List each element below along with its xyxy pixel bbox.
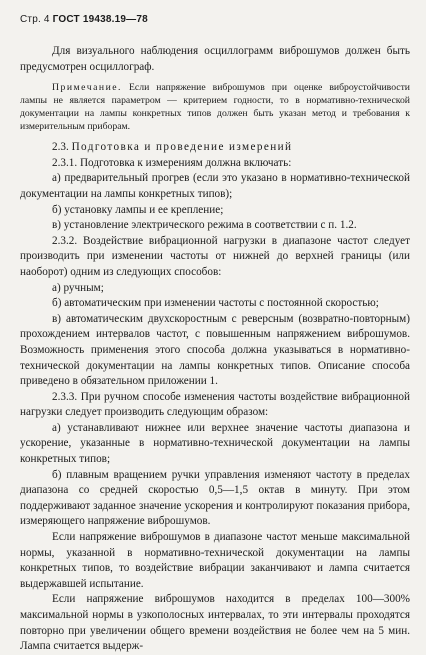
paragraph-2-3-1: 2.3.1. Подготовка к измерениям должна включать: [52,156,292,169]
paragraph-2-3-2: 2.3.2. Воздействие вибрационной нагрузки в диапазоне частот следует производить при изменении частоты от нижней до верхней границы (или наоборот) одним из следующих способов: [20,234,410,278]
paragraph-2-3-3: 2.3.3. При ручном способе изменения частоты воздействие вибрационной нагрузки следует производить следующим образом: [20,390,410,419]
intro-paragraph: Для визуального наблюдения осциллограмм виброшумов должен быть предусмотрен осциллограф. [20,45,410,73]
list-item-b: б) автоматическим при изменении частоты с постоянной скоростью; [52,297,379,310]
list-item-b: б) установку лампы и ее крепление; [52,203,224,216]
note-text: Если напряжение виброшумов при оценке виброустойчивости лампы не является параметром — критерием годности, то в нормативно-технической документации на лампы конкретных типов должен быть указан метод и требования к измерительным приборам. [20,82,410,133]
list-item-v: в) автоматическим двухскоростным с реверсным (возвратно-повторным) прохождением интервалов частот, с повышенным напряжением виброшумов. Возможность применения этого способа должна указываться в нормативно-технической документации на лампы конкретных типов. Описание способа приведено в обязательном приложении 1. [20,312,410,388]
list-item-b: б) плавным вращением ручки управления изменяют частоту в пределах диапазона со средней скоростью 0,5—1,5 октав в минуту. При этом поддерживают заданное значение ускорения и контролируют показания прибора, измеряющего напряжение виброшумов. [20,468,410,528]
page-header [20,14,148,25]
section-number: 2.3. [52,141,69,154]
body-paragraph: Если напряжение виброшумов находится в пределах 100—300% максимальной нормы в узкополосных интервалах, то эти интервалы проходятся повторно при увеличении общего времени воздействия не более чем на 5 мин. Лампа считается выдерж- [20,593,410,653]
body-paragraph: Если напряжение виброшумов в диапазоне частот меньше максимальной нормы, указанной в нормативно-технической документации на лампы конкретных типов, то воздействие вибрации заканчивают и лампа считается выдержавшей испытание. [20,531,410,590]
list-item-v: в) установление электрического режима в соответствии с п. 1.2. [52,219,357,232]
note-paragraph [20,81,410,133]
page-number: Стр. 4 [20,14,50,25]
note-label: Примечание. [52,82,122,94]
document-body [20,44,410,655]
list-item-a: а) устанавливают нижнее или верхнее значение частоты диапазона и ускорение, указанные в нормативно-технической документации на лампы конкретных типов; [20,421,410,466]
section-heading [20,140,410,156]
list-item-a: а) предварительный прогрев (если это указано в нормативно-технической документации на лампы конкретных типов); [20,172,410,200]
standard-id: ГОСТ 19438.19—78 [52,14,148,25]
list-item-a: а) ручным; [52,281,104,294]
section-title: Подготовка и проведение измерений [71,141,293,154]
